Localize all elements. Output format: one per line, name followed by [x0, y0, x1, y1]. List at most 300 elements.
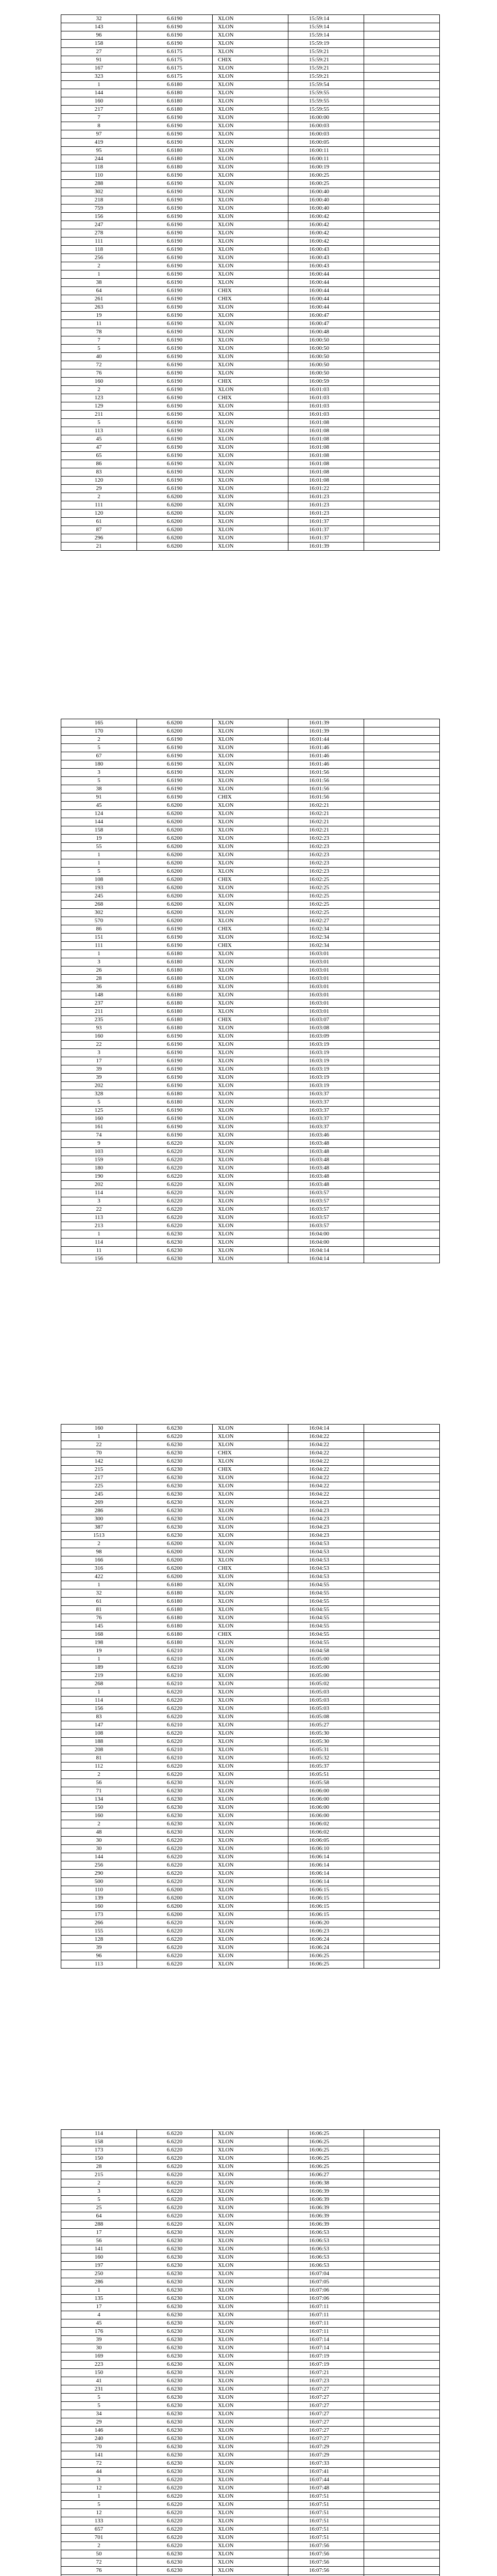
- quantity-cell: 148: [61, 991, 137, 999]
- quantity-cell: 2: [61, 262, 137, 270]
- price-cell: 6.6190: [137, 444, 213, 452]
- quantity-cell: 72: [61, 2558, 137, 2567]
- quantity-cell: 11: [61, 1247, 137, 1255]
- quantity-cell: 300: [61, 1515, 137, 1523]
- venue-cell: XLON: [213, 2262, 288, 2270]
- quantity-cell: 422: [61, 1573, 137, 1581]
- price-cell: 6.6220: [137, 1837, 213, 1845]
- empty-cell: [364, 1664, 440, 1672]
- table-row: [61, 1173, 440, 1181]
- price-cell: 6.6230: [137, 1515, 213, 1523]
- venue-cell: XLON: [213, 435, 288, 444]
- time-cell: 16:01:08: [288, 435, 364, 444]
- empty-cell: [364, 1952, 440, 1960]
- quantity-cell: 159: [61, 1156, 137, 1164]
- table-row: [61, 1098, 440, 1107]
- time-cell: 16:03:48: [288, 1156, 364, 1164]
- venue-cell: XLON: [213, 752, 288, 760]
- price-cell: 6.6180: [137, 1631, 213, 1639]
- quantity-cell: 150: [61, 2155, 137, 2163]
- time-cell: 16:06:25: [288, 2146, 364, 2155]
- empty-cell: [364, 967, 440, 975]
- price-cell: 6.6180: [137, 1622, 213, 1631]
- price-cell: 6.6230: [137, 1425, 213, 1433]
- price-cell: 6.6230: [137, 1507, 213, 1515]
- table-row: [61, 15, 440, 23]
- empty-cell: [364, 254, 440, 262]
- time-cell: 16:06:25: [288, 1952, 364, 1960]
- empty-cell: [364, 835, 440, 843]
- price-cell: 6.6190: [137, 229, 213, 238]
- time-cell: 16:03:48: [288, 1164, 364, 1173]
- quantity-cell: 1: [61, 1688, 137, 1697]
- table-row: [61, 2410, 440, 2418]
- time-cell: 16:04:14: [288, 1425, 364, 1433]
- price-cell: 6.6190: [137, 23, 213, 31]
- quantity-cell: 247: [61, 221, 137, 229]
- time-cell: 16:03:37: [288, 1107, 364, 1115]
- empty-cell: [364, 2534, 440, 2542]
- quantity-cell: 67: [61, 752, 137, 760]
- table-row: [61, 2517, 440, 2526]
- table-row: [61, 353, 440, 361]
- time-cell: 16:03:37: [288, 1115, 364, 1123]
- price-cell: 6.6220: [137, 2196, 213, 2204]
- price-cell: 6.6230: [137, 2270, 213, 2278]
- time-cell: 15:59:14: [288, 23, 364, 31]
- venue-cell: XLON: [213, 1870, 288, 1878]
- table-row: [61, 1598, 440, 1606]
- price-cell: 6.6190: [137, 345, 213, 353]
- table-row: [61, 180, 440, 188]
- venue-cell: XLON: [213, 419, 288, 427]
- empty-cell: [364, 851, 440, 859]
- quantity-cell: 114: [61, 1239, 137, 1247]
- table-row: [61, 1024, 440, 1032]
- price-cell: 6.6190: [137, 1123, 213, 1131]
- price-cell: 6.6190: [137, 1131, 213, 1140]
- empty-cell: [364, 2361, 440, 2369]
- empty-cell: [364, 802, 440, 810]
- price-cell: 6.6200: [137, 835, 213, 843]
- empty-cell: [364, 320, 440, 328]
- venue-cell: XLON: [213, 2517, 288, 2526]
- empty-cell: [364, 1589, 440, 1598]
- quantity-cell: 38: [61, 279, 137, 287]
- empty-cell: [364, 736, 440, 744]
- venue-cell: XLON: [213, 2130, 288, 2138]
- time-cell: 16:04:53: [288, 1565, 364, 1573]
- price-cell: 6.6200: [137, 843, 213, 851]
- price-cell: 6.6230: [137, 2344, 213, 2352]
- time-cell: 16:07:11: [288, 2328, 364, 2336]
- empty-cell: [364, 270, 440, 279]
- empty-cell: [364, 1024, 440, 1032]
- time-cell: 16:06:25: [288, 2155, 364, 2163]
- quantity-cell: 237: [61, 999, 137, 1008]
- time-cell: 16:04:53: [288, 1548, 364, 1556]
- venue-cell: XLON: [213, 73, 288, 81]
- quantity-cell: 302: [61, 188, 137, 196]
- quantity-cell: 166: [61, 1556, 137, 1565]
- empty-cell: [364, 485, 440, 493]
- time-cell: 16:07:56: [288, 2542, 364, 2550]
- quantity-cell: 235: [61, 1016, 137, 1024]
- time-cell: 16:03:57: [288, 1197, 364, 1206]
- quantity-cell: 1: [61, 950, 137, 958]
- venue-cell: XLON: [213, 1140, 288, 1148]
- venue-cell: XLON: [213, 172, 288, 180]
- price-cell: 6.6180: [137, 1614, 213, 1622]
- price-cell: 6.6230: [137, 2229, 213, 2237]
- price-cell: 6.6190: [137, 238, 213, 246]
- quantity-cell: 133: [61, 2517, 137, 2526]
- table-row: [61, 518, 440, 526]
- venue-cell: XLON: [213, 163, 288, 172]
- price-cell: 6.6190: [137, 460, 213, 468]
- price-cell: 6.6180: [137, 991, 213, 999]
- table-row: [61, 1730, 440, 1738]
- venue-cell: XLON: [213, 353, 288, 361]
- quantity-cell: 156: [61, 1255, 137, 1263]
- empty-cell: [364, 361, 440, 369]
- empty-cell: [364, 196, 440, 205]
- empty-cell: [364, 452, 440, 460]
- time-cell: 16:04:22: [288, 1482, 364, 1490]
- price-cell: 6.6190: [137, 402, 213, 411]
- empty-cell: [364, 1499, 440, 1507]
- empty-cell: [364, 1911, 440, 1919]
- venue-cell: XLON: [213, 1024, 288, 1032]
- empty-cell: [364, 769, 440, 777]
- venue-cell: XLON: [213, 2179, 288, 2188]
- table-row: [61, 1606, 440, 1614]
- quantity-cell: 244: [61, 155, 137, 163]
- quantity-cell: 156: [61, 213, 137, 221]
- quantity-cell: 113: [61, 1214, 137, 1222]
- price-cell: 6.6175: [137, 73, 213, 81]
- price-cell: 6.6200: [137, 1548, 213, 1556]
- venue-cell: XLON: [213, 328, 288, 336]
- venue-cell: XLON: [213, 851, 288, 859]
- quantity-cell: 61: [61, 518, 137, 526]
- venue-cell: XLON: [213, 485, 288, 493]
- venue-cell: XLON: [213, 991, 288, 999]
- venue-cell: XLON: [213, 2410, 288, 2418]
- venue-cell: XLON: [213, 1173, 288, 1181]
- empty-cell: [364, 1449, 440, 1458]
- table-row: [61, 97, 440, 106]
- quantity-cell: 217: [61, 106, 137, 114]
- empty-cell: [364, 1878, 440, 1886]
- price-cell: 6.6180: [137, 1581, 213, 1589]
- price-cell: 6.6230: [137, 2295, 213, 2303]
- table-row: [61, 40, 440, 48]
- time-cell: 16:00:40: [288, 188, 364, 196]
- time-cell: 16:00:11: [288, 155, 364, 163]
- empty-cell: [364, 2204, 440, 2212]
- table-row: [61, 345, 440, 353]
- time-cell: 16:03:01: [288, 1008, 364, 1016]
- time-cell: 16:07:48: [288, 2484, 364, 2493]
- quantity-cell: 160: [61, 1903, 137, 1911]
- venue-cell: XLON: [213, 1614, 288, 1622]
- table-row: [61, 534, 440, 543]
- table-row: [61, 975, 440, 983]
- empty-cell: [364, 1065, 440, 1074]
- empty-cell: [364, 2130, 440, 2138]
- price-cell: 6.6200: [137, 1894, 213, 1903]
- table-row: [61, 1449, 440, 1458]
- empty-cell: [364, 2501, 440, 2509]
- quantity-cell: 223: [61, 2361, 137, 2369]
- price-cell: 6.6190: [137, 205, 213, 213]
- venue-cell: XLON: [213, 2295, 288, 2303]
- time-cell: 15:59:54: [288, 81, 364, 89]
- empty-cell: [364, 1090, 440, 1098]
- price-cell: 6.6220: [137, 1222, 213, 1230]
- venue-cell: XLON: [213, 130, 288, 139]
- quantity-cell: 160: [61, 97, 137, 106]
- empty-cell: [364, 2278, 440, 2286]
- time-cell: 16:02:23: [288, 868, 364, 876]
- time-cell: 16:07:04: [288, 2270, 364, 2278]
- quantity-cell: 26: [61, 967, 137, 975]
- table-row: [61, 1181, 440, 1189]
- quantity-cell: 97: [61, 130, 137, 139]
- venue-cell: CHIX: [213, 1016, 288, 1024]
- empty-cell: [364, 1713, 440, 1721]
- quantity-cell: 202: [61, 1181, 137, 1189]
- price-cell: 6.6180: [137, 1606, 213, 1614]
- price-cell: 6.6180: [137, 1008, 213, 1016]
- quantity-cell: 278: [61, 229, 137, 238]
- table-row: [61, 1903, 440, 1911]
- time-cell: 16:04:00: [288, 1239, 364, 1247]
- quantity-cell: 118: [61, 246, 137, 254]
- price-cell: 6.6220: [137, 1845, 213, 1853]
- time-cell: 16:03:46: [288, 1131, 364, 1140]
- venue-cell: XLON: [213, 1655, 288, 1664]
- venue-cell: XLON: [213, 967, 288, 975]
- price-cell: 6.6230: [137, 1828, 213, 1837]
- time-cell: 16:06:15: [288, 1886, 364, 1894]
- quantity-cell: 22: [61, 1206, 137, 1214]
- time-cell: 16:03:19: [288, 1041, 364, 1049]
- table-row: [61, 2509, 440, 2517]
- price-cell: 6.6200: [137, 727, 213, 736]
- time-cell: 16:02:27: [288, 917, 364, 925]
- time-cell: 16:07:11: [288, 2303, 364, 2311]
- venue-cell: XLON: [213, 1499, 288, 1507]
- time-cell: 16:04:55: [288, 1639, 364, 1647]
- table-row: [61, 1581, 440, 1589]
- venue-cell: XLON: [213, 2542, 288, 2550]
- price-cell: 6.6230: [137, 2394, 213, 2402]
- quantity-cell: 39: [61, 1065, 137, 1074]
- time-cell: 16:03:37: [288, 1090, 364, 1098]
- table-row: [61, 510, 440, 518]
- price-cell: 6.6230: [137, 1532, 213, 1540]
- table-row: [61, 967, 440, 975]
- venue-cell: XLON: [213, 2402, 288, 2410]
- price-cell: 6.6190: [137, 15, 213, 23]
- venue-cell: XLON: [213, 1886, 288, 1894]
- quantity-cell: 2: [61, 1540, 137, 1548]
- time-cell: 16:07:29: [288, 2443, 364, 2451]
- empty-cell: [364, 818, 440, 826]
- time-cell: 16:06:00: [288, 1804, 364, 1812]
- time-cell: 16:00:50: [288, 369, 364, 378]
- empty-cell: [364, 2163, 440, 2171]
- empty-cell: [364, 501, 440, 510]
- empty-cell: [364, 2526, 440, 2534]
- quantity-cell: 266: [61, 1919, 137, 1927]
- venue-cell: XLON: [213, 1672, 288, 1680]
- time-cell: 16:03:01: [288, 958, 364, 967]
- quantity-cell: 5: [61, 2402, 137, 2410]
- quantity-cell: 180: [61, 760, 137, 769]
- quantity-cell: 316: [61, 1565, 137, 1573]
- price-cell: 6.6220: [137, 1197, 213, 1206]
- price-cell: 6.6230: [137, 2245, 213, 2253]
- empty-cell: [364, 1828, 440, 1837]
- empty-cell: [364, 2451, 440, 2460]
- empty-cell: [364, 468, 440, 477]
- quantity-cell: 176: [61, 2328, 137, 2336]
- time-cell: 16:03:37: [288, 1098, 364, 1107]
- table-row: [61, 172, 440, 180]
- table-row: [61, 2286, 440, 2295]
- price-cell: 6.6230: [137, 2253, 213, 2262]
- table-row: [61, 1911, 440, 1919]
- quantity-cell: 202: [61, 1082, 137, 1090]
- quantity-cell: 142: [61, 1458, 137, 1466]
- price-cell: 6.6230: [137, 2451, 213, 2460]
- empty-cell: [364, 1631, 440, 1639]
- table-row: [61, 270, 440, 279]
- empty-cell: [364, 312, 440, 320]
- table-row: [61, 485, 440, 493]
- table-row: [61, 452, 440, 460]
- price-cell: 6.6230: [137, 1230, 213, 1239]
- price-cell: 6.6190: [137, 369, 213, 378]
- quantity-cell: 245: [61, 892, 137, 901]
- quantity-cell: 302: [61, 909, 137, 917]
- price-cell: 6.6220: [137, 2179, 213, 2188]
- table-row: [61, 468, 440, 477]
- empty-cell: [364, 2328, 440, 2336]
- empty-cell: [364, 892, 440, 901]
- time-cell: 16:05:03: [288, 1705, 364, 1713]
- table-row: [61, 1589, 440, 1598]
- time-cell: 15:59:55: [288, 89, 364, 97]
- table-row: [61, 2204, 440, 2212]
- price-cell: 6.6230: [137, 2435, 213, 2443]
- table-row: [61, 444, 440, 452]
- time-cell: 16:03:01: [288, 950, 364, 958]
- price-cell: 6.6200: [137, 917, 213, 925]
- table-row: [61, 1074, 440, 1082]
- time-cell: 16:00:42: [288, 229, 364, 238]
- time-cell: 16:07:27: [288, 2402, 364, 2410]
- quantity-cell: 3: [61, 2188, 137, 2196]
- time-cell: 16:06:53: [288, 2245, 364, 2253]
- price-cell: 6.6190: [137, 353, 213, 361]
- quantity-cell: 44: [61, 2468, 137, 2476]
- empty-cell: [364, 477, 440, 485]
- empty-cell: [364, 2427, 440, 2435]
- quantity-cell: 39: [61, 2336, 137, 2344]
- time-cell: 16:07:51: [288, 2517, 364, 2526]
- empty-cell: [364, 1581, 440, 1589]
- table-row: [61, 777, 440, 785]
- time-cell: 16:07:56: [288, 2550, 364, 2558]
- empty-cell: [364, 2484, 440, 2493]
- quantity-cell: 41: [61, 2377, 137, 2385]
- empty-cell: [364, 2377, 440, 2385]
- venue-cell: XLON: [213, 2196, 288, 2204]
- empty-cell: [364, 402, 440, 411]
- price-cell: 6.6190: [137, 303, 213, 312]
- venue-cell: XLON: [213, 2484, 288, 2493]
- price-cell: 6.6230: [137, 2278, 213, 2286]
- venue-cell: XLON: [213, 2418, 288, 2427]
- table-row: [61, 1065, 440, 1074]
- empty-cell: [364, 369, 440, 378]
- price-cell: 6.6190: [137, 320, 213, 328]
- empty-cell: [364, 752, 440, 760]
- venue-cell: CHIX: [213, 1449, 288, 1458]
- table-row: [61, 1247, 440, 1255]
- time-cell: 16:04:23: [288, 1515, 364, 1523]
- price-cell: 6.6190: [137, 295, 213, 303]
- price-cell: 6.6190: [137, 1065, 213, 1074]
- table-row: [61, 229, 440, 238]
- time-cell: 15:59:21: [288, 73, 364, 81]
- venue-cell: XLON: [213, 1845, 288, 1853]
- quantity-cell: 213: [61, 1222, 137, 1230]
- price-cell: 6.6220: [137, 1927, 213, 1936]
- venue-cell: XLON: [213, 1441, 288, 1449]
- quantity-cell: 8: [61, 122, 137, 130]
- venue-cell: XLON: [213, 2385, 288, 2394]
- table-row: [61, 1556, 440, 1565]
- table-row: [61, 1664, 440, 1672]
- venue-cell: XLON: [213, 196, 288, 205]
- price-cell: 6.6180: [137, 97, 213, 106]
- price-cell: 6.6230: [137, 2567, 213, 2575]
- time-cell: 16:01:37: [288, 526, 364, 534]
- empty-cell: [364, 1927, 440, 1936]
- time-cell: 16:04:23: [288, 1532, 364, 1540]
- price-cell: 6.6210: [137, 1754, 213, 1762]
- venue-cell: XLON: [213, 1548, 288, 1556]
- empty-cell: [364, 444, 440, 452]
- time-cell: 16:04:22: [288, 1490, 364, 1499]
- time-cell: 16:00:50: [288, 353, 364, 361]
- venue-cell: XLON: [213, 1255, 288, 1263]
- time-cell: 16:03:19: [288, 1057, 364, 1065]
- price-cell: 6.6230: [137, 2427, 213, 2435]
- quantity-cell: 1: [61, 2493, 137, 2501]
- venue-cell: XLON: [213, 2171, 288, 2179]
- quantity-cell: 45: [61, 435, 137, 444]
- time-cell: 16:05:31: [288, 1746, 364, 1754]
- table-row: [61, 1490, 440, 1499]
- price-cell: 6.6190: [137, 287, 213, 295]
- venue-cell: XLON: [213, 2501, 288, 2509]
